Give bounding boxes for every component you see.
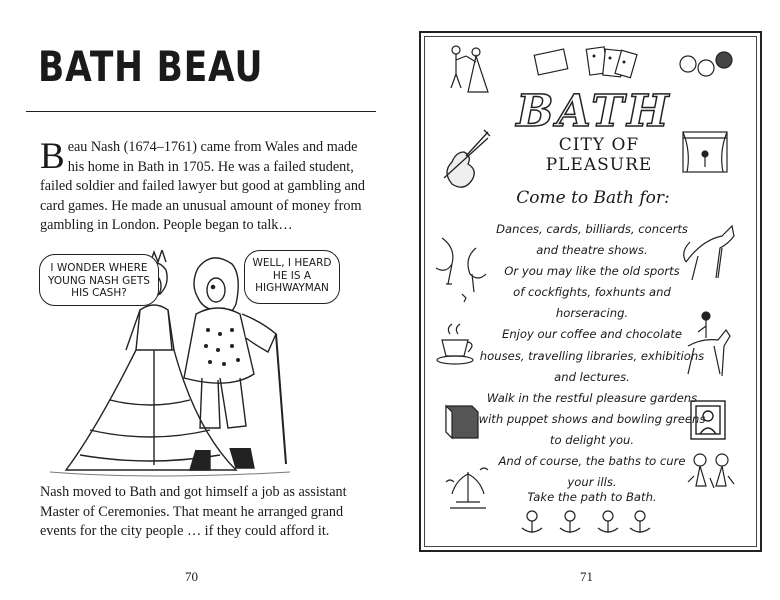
horse-rider-icon [680,306,734,382]
theatre-stage-icon [680,128,730,178]
page-title: BATH BEAU [38,42,264,91]
coffee-cup-icon [434,318,478,368]
attraction-line: to delight you. [549,432,635,447]
drop-cap: B [40,136,65,177]
attractions-list [472,219,712,493]
speech-bubble-lady: I WONDER WHERE YOUNG NASH GETS HIS CASH? [39,254,159,306]
attraction-line: with puppet shows and bowling greens [478,411,706,426]
poster-subtitle: CITY OF PLEASURE [545,135,653,175]
closing-line: Take the path to Bath. [527,490,657,504]
attraction-line: and lectures. [554,369,630,384]
title-divider [26,111,376,112]
playing-cards-icon [532,44,642,80]
bathers-icon [684,448,740,504]
outro-paragraph: Nash moved to Bath and got himself a job as assistant Master of Ceremonies. That meant he arranged grand events for the city people … if they could afford it. [40,484,347,540]
attraction-line: your ills. [567,475,617,490]
violin-icon [438,126,498,190]
attraction-line: Dances, cards, billiards, concerts [496,222,688,236]
dancing-couple-icon [442,42,492,98]
attraction-line: Or you may like the old sports [504,264,680,279]
attraction-line: And of course, the baths to cure [498,454,686,469]
attraction-line: horseracing. [555,306,629,321]
speech-bubble-nash: WELL, I HEARD HE IS A HIGHWAYMAN [244,250,340,304]
page-number-right: 71 [580,569,593,584]
portrait-painting-icon [688,398,728,442]
come-heading: Come to Bath for: [516,188,670,208]
fountain-icon [440,462,496,516]
attraction-line: houses, travelling libraries, exhibitions [479,348,705,363]
attraction-line: of cockfights, foxhunts and [513,285,671,300]
page-number-left: 70 [185,569,198,584]
right-page [390,0,780,600]
fighting-cockerels-icon [432,228,492,304]
poster-title: BATH [516,86,672,137]
intro-text: eau Nash (1674–1761) came from Wales and made his home in Bath in 1705. He was a failed student, failed soldier and failed lawyer but good at gambling and card games. He made an unusual amount of money from gambling in London. People began to talk… [40,139,366,234]
book-icon [440,398,484,442]
attraction-line: Enjoy our coffee and chocolate [502,327,682,342]
fox-icon [678,212,738,286]
attraction-line: and theatre shows. [536,243,648,258]
puppets-icon [514,506,654,540]
billiard-balls-icon [678,46,734,82]
intro-paragraph [40,138,375,236]
attraction-line: Walk in the restful pleasure gardens [486,390,698,405]
